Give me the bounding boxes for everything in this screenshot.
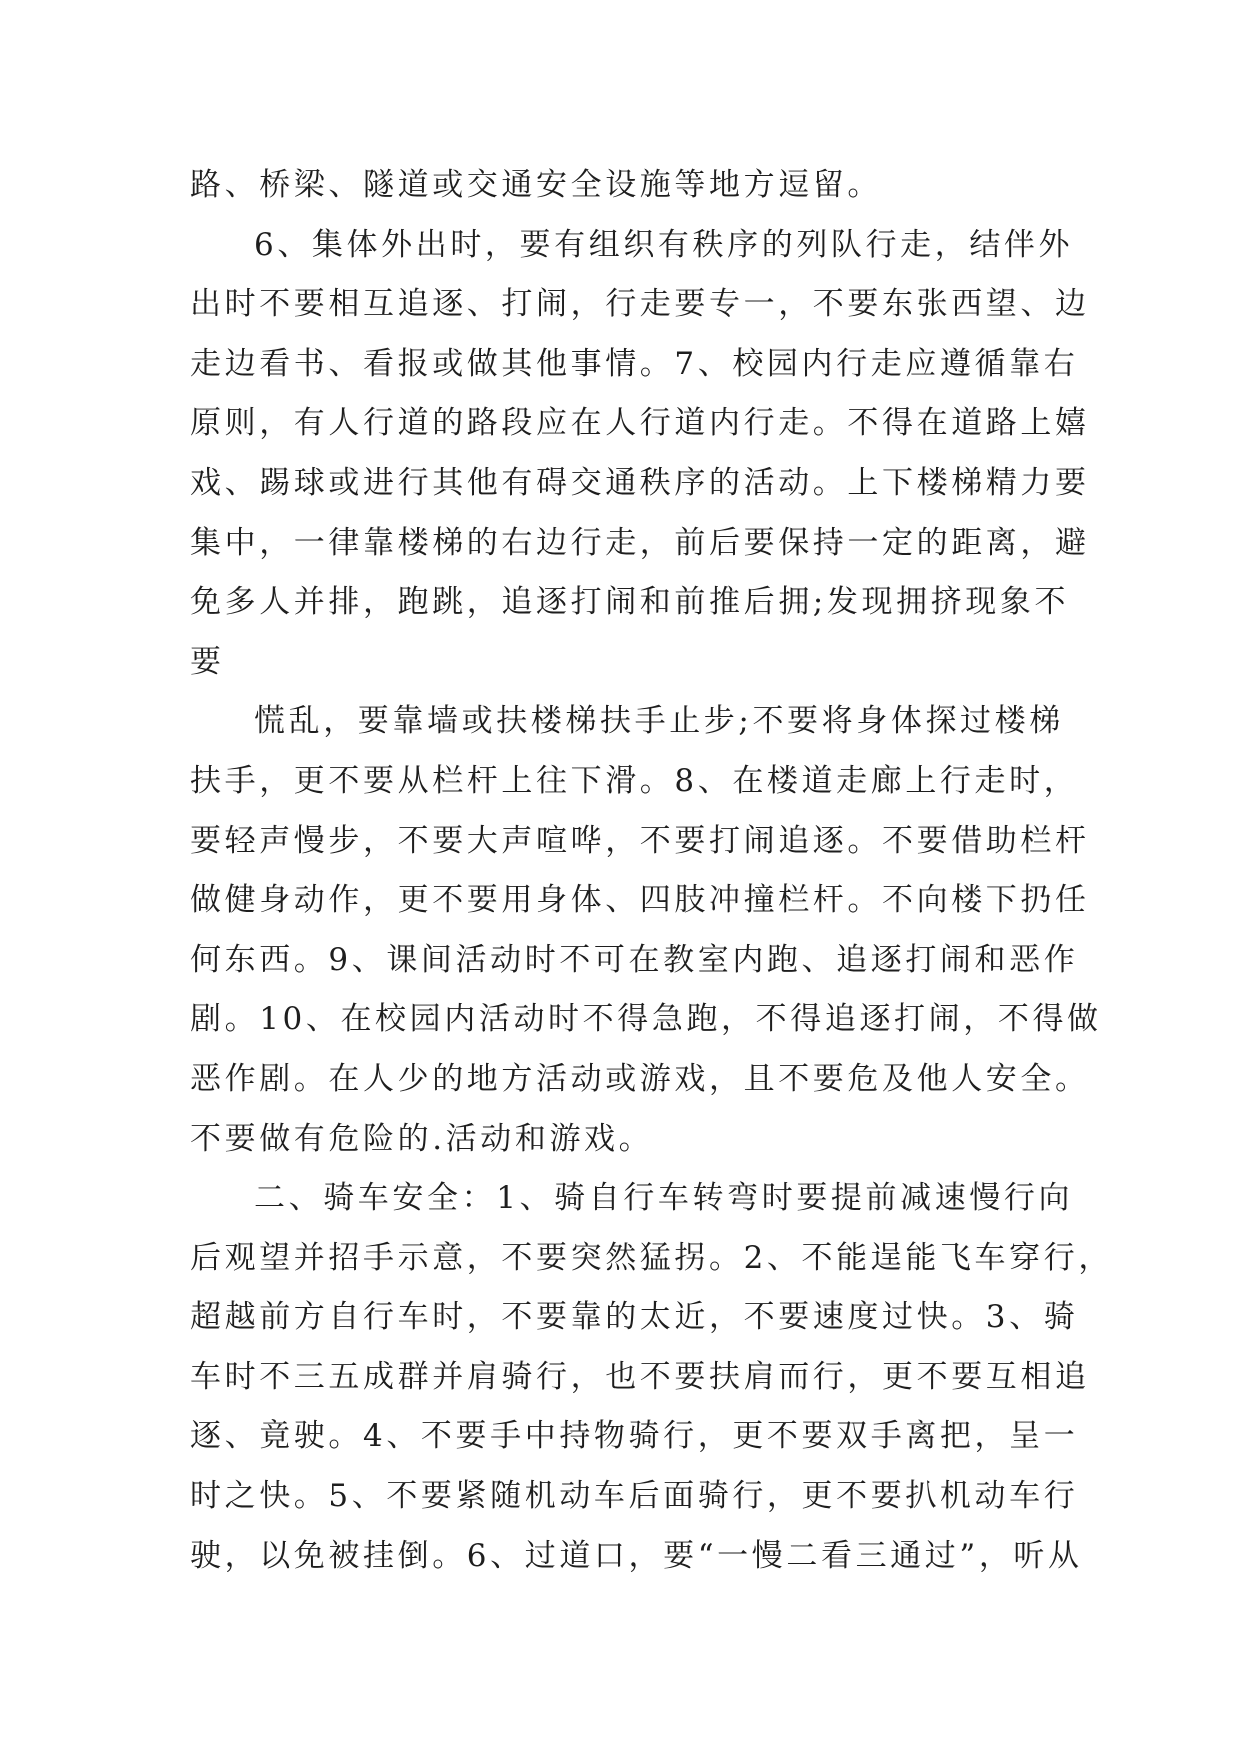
text-line: 不要做有危险的.活动和游戏。 xyxy=(190,1120,654,1157)
text-line: 二、骑车安全：1、骑自行车转弯时要提前减速慢行向 xyxy=(254,1180,1074,1217)
text-line: 剧。10、在校园内活动时不得急跑，不得追逐打闹，不得做 xyxy=(190,1001,1102,1038)
text-line: 6、集体外出时，要有组织有秩序的列队行走，结伴外 xyxy=(254,226,1074,263)
text-line: 何东西。9、课间活动时不可在教室内跑、追逐打闹和恶作 xyxy=(190,941,1079,978)
text-line: 走边看书、看报或做其他事情。7、校园内行走应遵循靠右 xyxy=(190,345,1079,382)
text-line: 后观望并招手示意，不要突然猛拐。2、不能逞能飞车穿行， xyxy=(190,1239,1113,1276)
text-line: 慌乱，要靠墙或扶楼梯扶手止步;不要将身体探过楼梯 xyxy=(254,703,1064,740)
text-line: 扶手，更不要从栏杆上往下滑。8、在楼道走廊上行走时， xyxy=(190,762,1079,799)
text-line: 戏、踢球或进行其他有碍交通秩序的活动。上下楼梯精力要 xyxy=(190,464,1090,501)
text-line: 集中，一律靠楼梯的右边行走，前后要保持一定的距离，避 xyxy=(190,524,1090,561)
text-line: 免多人并排，跑跳，追逐打闹和前推后拥;发现拥挤现象不 xyxy=(190,584,1070,621)
text-line: 逐、竟驶。4、不要手中持物骑行，更不要双手离把，呈一 xyxy=(190,1418,1079,1455)
text-line: 超越前方自行车时，不要靠的太近，不要速度过快。3、骑 xyxy=(190,1299,1079,1336)
document-body xyxy=(190,156,1113,1586)
text-line: 驶，以免被挂倒。6、过道口，要“一慢二看三通过”，听从 xyxy=(190,1537,1083,1574)
text-line: 要轻声慢步，不要大声喧哗，不要打闹追逐。不要借助栏杆 xyxy=(190,822,1090,859)
text-line: 恶作剧。在人少的地方活动或游戏，且不要危及他人安全。 xyxy=(190,1060,1090,1097)
text-line: 原则，有人行道的路段应在人行道内行走。不得在道路上嬉 xyxy=(190,405,1090,442)
text-line: 车时不三五成群并肩骑行，也不要扶肩而行，更不要互相追 xyxy=(190,1358,1090,1395)
text-line: 出时不要相互追逐、打闹，行走要专一，不要东张西望、边 xyxy=(190,286,1090,323)
text-line: 做健身动作，更不要用身体、四肢冲撞栏杆。不向楼下扔任 xyxy=(190,882,1090,919)
text-line: 要 xyxy=(190,643,225,680)
text-line: 路、桥梁、隧道或交通安全设施等地方逗留。 xyxy=(190,167,882,203)
text-line: 时之快。5、不要紧随机动车后面骑行，更不要扒机动车行 xyxy=(190,1478,1079,1515)
